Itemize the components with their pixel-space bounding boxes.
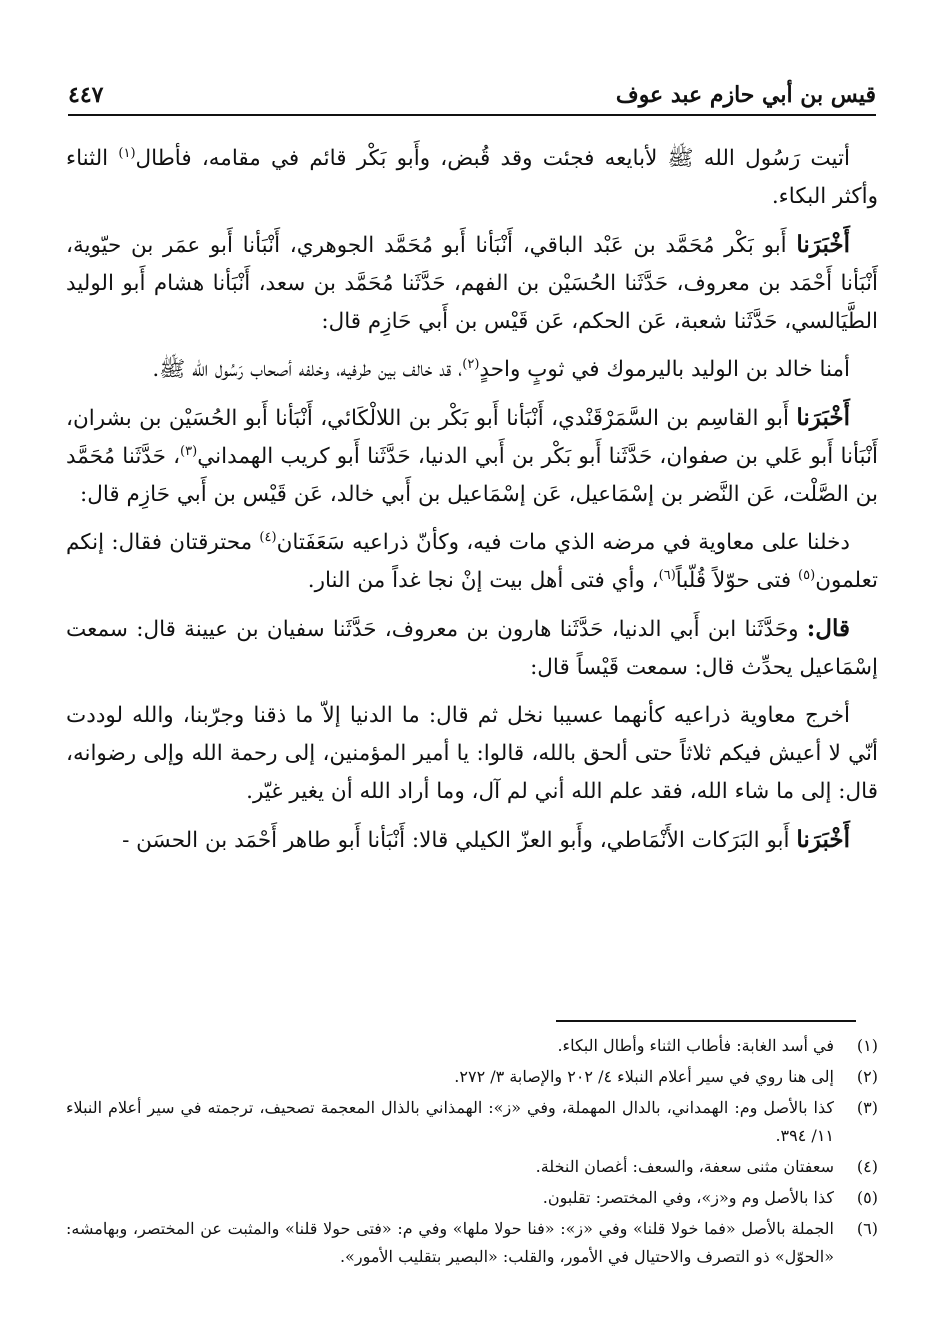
- text: ، قد خالف بين طرفيه، وخلفه أصحاب رَسُول الله ﷺ.: [152, 357, 463, 382]
- footnote-number: (١): [856, 1036, 878, 1055]
- lead-word: أَخْبَرَنا: [796, 404, 850, 431]
- paragraph-8: [66, 821, 878, 860]
- footnote: [66, 1215, 878, 1271]
- paragraph-7: [66, 697, 878, 811]
- footnote: [66, 1032, 878, 1060]
- main-text: [66, 140, 878, 980]
- text: الثناء وأكثر البكاء.: [66, 146, 878, 209]
- text: أخرج معاوية ذراعيه كأنهما عسيبا نخل ثم قال: ما الدنيا إلاّ ما ذقنا وجرّبنا، والله لوددت أنّي لا أعيش فيكم ثلاثاً حتى ألحق بالله، قالوا: يا أمير المؤمنين، إلى رحمة الله وإلى رضوانه، قال: إلى ما شاء الله، فقد علم الله أني لم آل، وما أراد الله أن يغير غيّر.: [66, 703, 878, 804]
- footnote: [66, 1094, 878, 1150]
- text: أتيت رَسُول الله ﷺ لأبايعه فجئت وقد قُبض، وأَبو بَكْر قائم في مقامه، فأطال: [135, 146, 850, 171]
- footnote-ref-2: (٢): [462, 356, 480, 372]
- footnote-text: كذا بالأصل وم و«ز»، وفي المختصر: تقلبون.: [542, 1188, 834, 1207]
- text: ، حَدَّثَنا مُحَمَّد بن الصَّلْت، عَن النَّضر بن إسْمَاعيل، عَن إسْمَاعيل بن أَبي خالد، عَن قَيْس بن أَبي حَازِم قال:: [66, 444, 878, 507]
- paragraph-1: [66, 140, 878, 216]
- lead-word: أَخْبَرَنا: [796, 231, 850, 258]
- footnote-divider: [556, 1020, 856, 1022]
- text: أَبو القاسِم بن السَّمَرْقَنْدي، أَنْبَأنا أَبو بَكْر بن اللالْكَائي، أَنْبَأنا أَبو الحُسَيْن بن بشران، أَنْبَأنا أَبو عَلي بن صفوان، حَدَّثَنا أَبو بَكْر بن أَبي الدنيا، حَدَّثَنا أَبو كريب الهمداني: [66, 406, 878, 469]
- lead-word: قال:: [806, 615, 850, 642]
- paragraph-2: [66, 226, 878, 341]
- paragraph-3: [66, 351, 878, 389]
- footnote: [66, 1184, 878, 1212]
- footnote-number: (٢): [856, 1067, 878, 1086]
- footnote-text: الجملة بالأصل «فما خولا قلنا» وفي «ز»: «فنا حولا ملها» وفي م: «فتى حولا قلنا» والمثبت عن المختصر، وبهامشه: «الحوّل» ذو التصرف والاحتيال في الأمور، والقلب: «البصير بتقليب الأمور».: [66, 1219, 835, 1266]
- footnote-number: (٦): [856, 1219, 878, 1238]
- footnote-number: (٤): [856, 1157, 878, 1176]
- footnote-number: (٥): [856, 1188, 878, 1207]
- footnote-text: سعفتان مثنى سعفة، والسعف: أغصان النخلة.: [535, 1157, 834, 1176]
- text: أَبو البَرَكات الأَنْمَاطي، وأَبو العزّ الكيلي قالا: أَنْبَأنا أَبو طاهر أَحْمَد بن الحسَن -: [122, 828, 797, 853]
- page-number: ٤٤٧: [68, 82, 104, 108]
- page-header: [68, 72, 876, 116]
- text: محترقتان فقال: إنكم تعلمون: [66, 530, 878, 593]
- footnote-ref-6: (٦): [658, 567, 676, 583]
- text: ، وأي فتى أهل بيت إنْ نجا غداً من النار.: [307, 568, 659, 593]
- footnote-ref-5: (٥): [798, 567, 816, 583]
- footnote-text: كذا بالأصل وم: الهمداني، بالدال المهملة، وفي «ز»: الهمذاني بالذال المعجمة تصحيف، ترجمته في سير أعلام النبلاء ١١/ ٣٩٤.: [66, 1098, 834, 1145]
- footnote: [66, 1153, 878, 1181]
- footnote-ref-1: (١): [118, 145, 136, 161]
- footnote-ref-3: (٣): [180, 443, 198, 459]
- text: وحَدَّثَنا ابن أَبي الدنيا، حَدَّثَنا هارون بن معروف، حَدَّثَنا سفيان بن عيينة قال: سمعت إسْمَاعيل يحدِّث قال: سمعت قَيْساً قال:: [66, 617, 878, 680]
- paragraph-5: [66, 524, 878, 600]
- footnotes: [66, 1032, 878, 1274]
- text: دخلنا على معاوية في مرضه الذي مات فيه، وكأنّ ذراعيه سَعَفَتان: [276, 530, 851, 555]
- text: فتى حوّلاً قُلّباً: [675, 568, 799, 593]
- footnote-number: (٣): [856, 1098, 878, 1117]
- paragraph-4: [66, 399, 878, 514]
- footnote-text: إلى هنا روي في سير أعلام النبلاء ٤/ ٢٠٢ والإصابة ٣/ ٢٧٢.: [454, 1067, 834, 1086]
- lead-word: أَخْبَرَنا: [796, 826, 850, 853]
- footnote-ref-4: (٤): [259, 529, 277, 545]
- text: أَبو بَكْر مُحَمَّد بن عَبْد الباقي، أَنْبَأنا أَبو مُحَمَّد الجوهري، أَنْبَأنا أَبو عمَر بن حيّوية، أَنْبَأنا أَحْمَد بن معروف، حَدَّثَنا الحُسَيْن بن الفهم، حَدَّثَنا مُحَمَّد بن سعد، أَنْبَأنا هشام أَبو الوليد الطَّيَالسي، حَدَّثَنا شعبة، عَن الحكم، عَن قَيْس بن أَبي حَازِم قال:: [66, 233, 878, 334]
- footnote: [66, 1063, 878, 1091]
- paragraph-6: [66, 610, 878, 687]
- footnote-text: في أسد الغابة: فأطاب الثناء وأطال البكاء.: [557, 1036, 834, 1055]
- running-title: قيس بن أبي حازم عبد عوف: [615, 82, 876, 108]
- text: أمنا خالد بن الوليد باليرموك في ثوبٍ واحدٍ: [479, 357, 850, 382]
